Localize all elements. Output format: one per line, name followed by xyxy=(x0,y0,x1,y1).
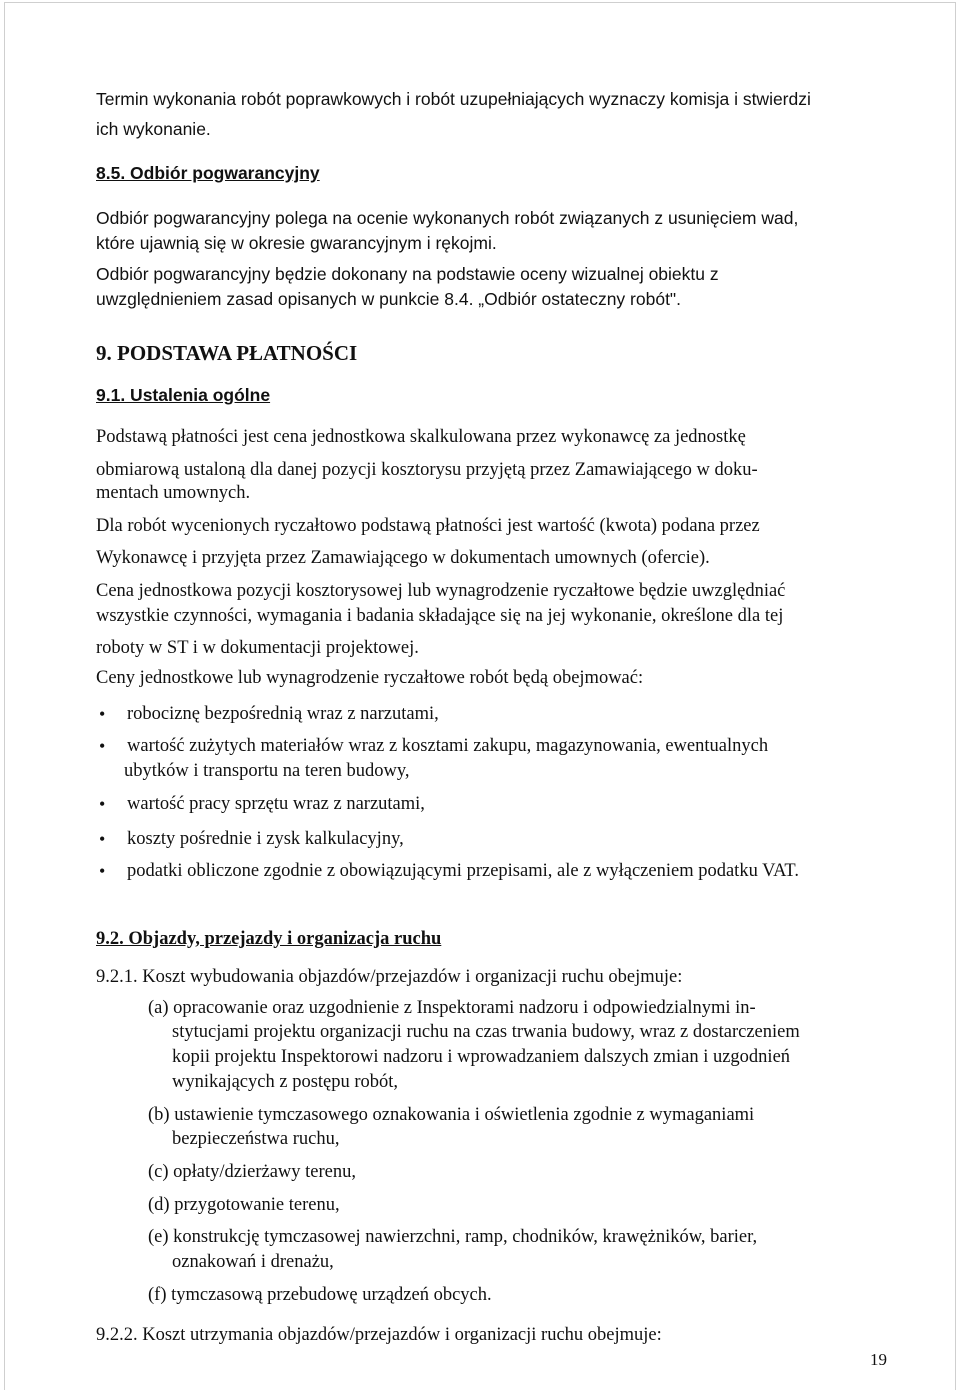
enumerated-item: (f) tymczasową przebudowę urządzeń obcych. xyxy=(148,1285,492,1305)
list-item: koszty pośrednie i zysk kalkulacyjny, xyxy=(127,829,404,849)
paragraph-line: które ujawnią się w okresie gwarancyjnym i rękojmi. xyxy=(96,233,497,253)
enumerated-item-continuation: kopii projektu Inspektorowi nadzoru i wprowadzaniem dalszych zmian i uzgodnień xyxy=(172,1047,791,1067)
paragraph-line: ich wykonanie. xyxy=(96,119,211,139)
paragraph-line: uwzględnieniem zasad opisanych w punkcie 8.4. „Odbiór ostateczny robót". xyxy=(96,289,682,309)
section-heading-9-1: 9.1. Ustalenia ogólne xyxy=(96,385,271,405)
list-item: wartość pracy sprzętu wraz z narzutami, xyxy=(127,794,425,814)
enumerated-item-continuation: wynikających z postępu robót, xyxy=(172,1072,399,1092)
paragraph-line: mentach umownych. xyxy=(96,483,251,503)
enumerated-item-continuation: stytucjami projektu organizacji ruchu na czas trwania budowy, wraz z dostarczeniem xyxy=(172,1022,800,1042)
enumerated-item-continuation: oznakowań i drenażu, xyxy=(172,1252,334,1272)
bullet-dot: • xyxy=(99,736,106,756)
bullet-dot: • xyxy=(99,861,106,881)
paragraph-line: obmiarową ustaloną dla danej pozycji kosztorysu przyjętą przez Zamawiającego w doku- xyxy=(96,460,758,480)
page-border-top xyxy=(4,2,956,3)
paragraph-line: roboty w ST i w dokumentacji projektowej. xyxy=(96,638,419,658)
page-number: 19 xyxy=(870,1350,887,1369)
paragraph-line: Wykonawcę i przyjęta przez Zamawiającego w dokumentach umownych (ofercie). xyxy=(96,548,710,568)
bullet-dot: • xyxy=(99,794,106,814)
paragraph-line: Odbiór pogwarancyjny polega na ocenie wykonanych robót związanych z usunięciem wad, xyxy=(96,208,799,228)
paragraph-line: Termin wykonania robót poprawkowych i robót uzupełniających wyznaczy komisja i stwierdzi xyxy=(96,89,811,109)
bullet-dot: • xyxy=(99,704,106,724)
subsection-intro-9-2-1: 9.2.1. Koszt wybudowania objazdów/przejazdów i organizacji ruchu obejmuje: xyxy=(96,967,683,987)
list-item: podatki obliczone zgodnie z obowiązującymi przepisami, ale z wyłączeniem podatku VAT. xyxy=(127,861,799,881)
page-border-left xyxy=(4,2,5,1390)
list-item-continuation: ubytków i transportu na teren budowy, xyxy=(124,761,410,781)
paragraph-line: Ceny jednostkowe lub wynagrodzenie ryczałtowe robót będą obejmować: xyxy=(96,668,644,688)
section-heading-9-2: 9.2. Objazdy, przejazdy i organizacja ruchu xyxy=(96,929,442,949)
enumerated-item: (e) konstrukcję tymczasowej nawierzchni, ramp, chodników, krawężników, barier, xyxy=(148,1227,758,1247)
paragraph-line: Podstawą płatności jest cena jednostkowa skalkulowana przez wykonawcę za jednostkę xyxy=(96,427,746,447)
enumerated-item-continuation: bezpieczeństwa ruchu, xyxy=(172,1129,340,1149)
enumerated-item: (d) przygotowanie terenu, xyxy=(148,1195,340,1215)
section-heading-8-5: 8.5. Odbiór pogwarancyjny xyxy=(96,163,320,183)
subsection-intro-9-2-2: 9.2.2. Koszt utrzymania objazdów/przejazdów i organizacji ruchu obejmuje: xyxy=(96,1325,662,1345)
bullet-dot: • xyxy=(99,829,106,849)
paragraph-line: wszystkie czynności, wymagania i badania składające się na jej wykonanie, określone dla tej xyxy=(96,606,784,626)
list-item: robociznę bezpośrednią wraz z narzutami, xyxy=(127,704,439,724)
enumerated-item: (c) opłaty/dzierżawy terenu, xyxy=(148,1162,357,1182)
paragraph-line: Cena jednostkowa pozycji kosztorysowej lub wynagrodzenie ryczałtowe będzie uwzględniać xyxy=(96,581,786,601)
page-border-right xyxy=(955,2,956,1390)
paragraph-line: Odbiór pogwarancyjny będzie dokonany na podstawie oceny wizualnej obiektu z xyxy=(96,264,719,284)
paragraph-line: Dla robót wycenionych ryczałtowo podstawą płatności jest wartość (kwota) podana przez xyxy=(96,516,760,536)
enumerated-item: (b) ustawienie tymczasowego oznakowania i oświetlenia zgodnie z wymaganiami xyxy=(148,1105,755,1125)
section-heading-9: 9. PODSTAWA PŁATNOŚCI xyxy=(96,341,358,365)
enumerated-item: (a) opracowanie oraz uzgodnienie z Inspektorami nadzoru i odpowiedzialnymi in- xyxy=(148,998,756,1018)
list-item: wartość zużytych materiałów wraz z kosztami zakupu, magazynowania, ewentualnych xyxy=(127,736,769,756)
